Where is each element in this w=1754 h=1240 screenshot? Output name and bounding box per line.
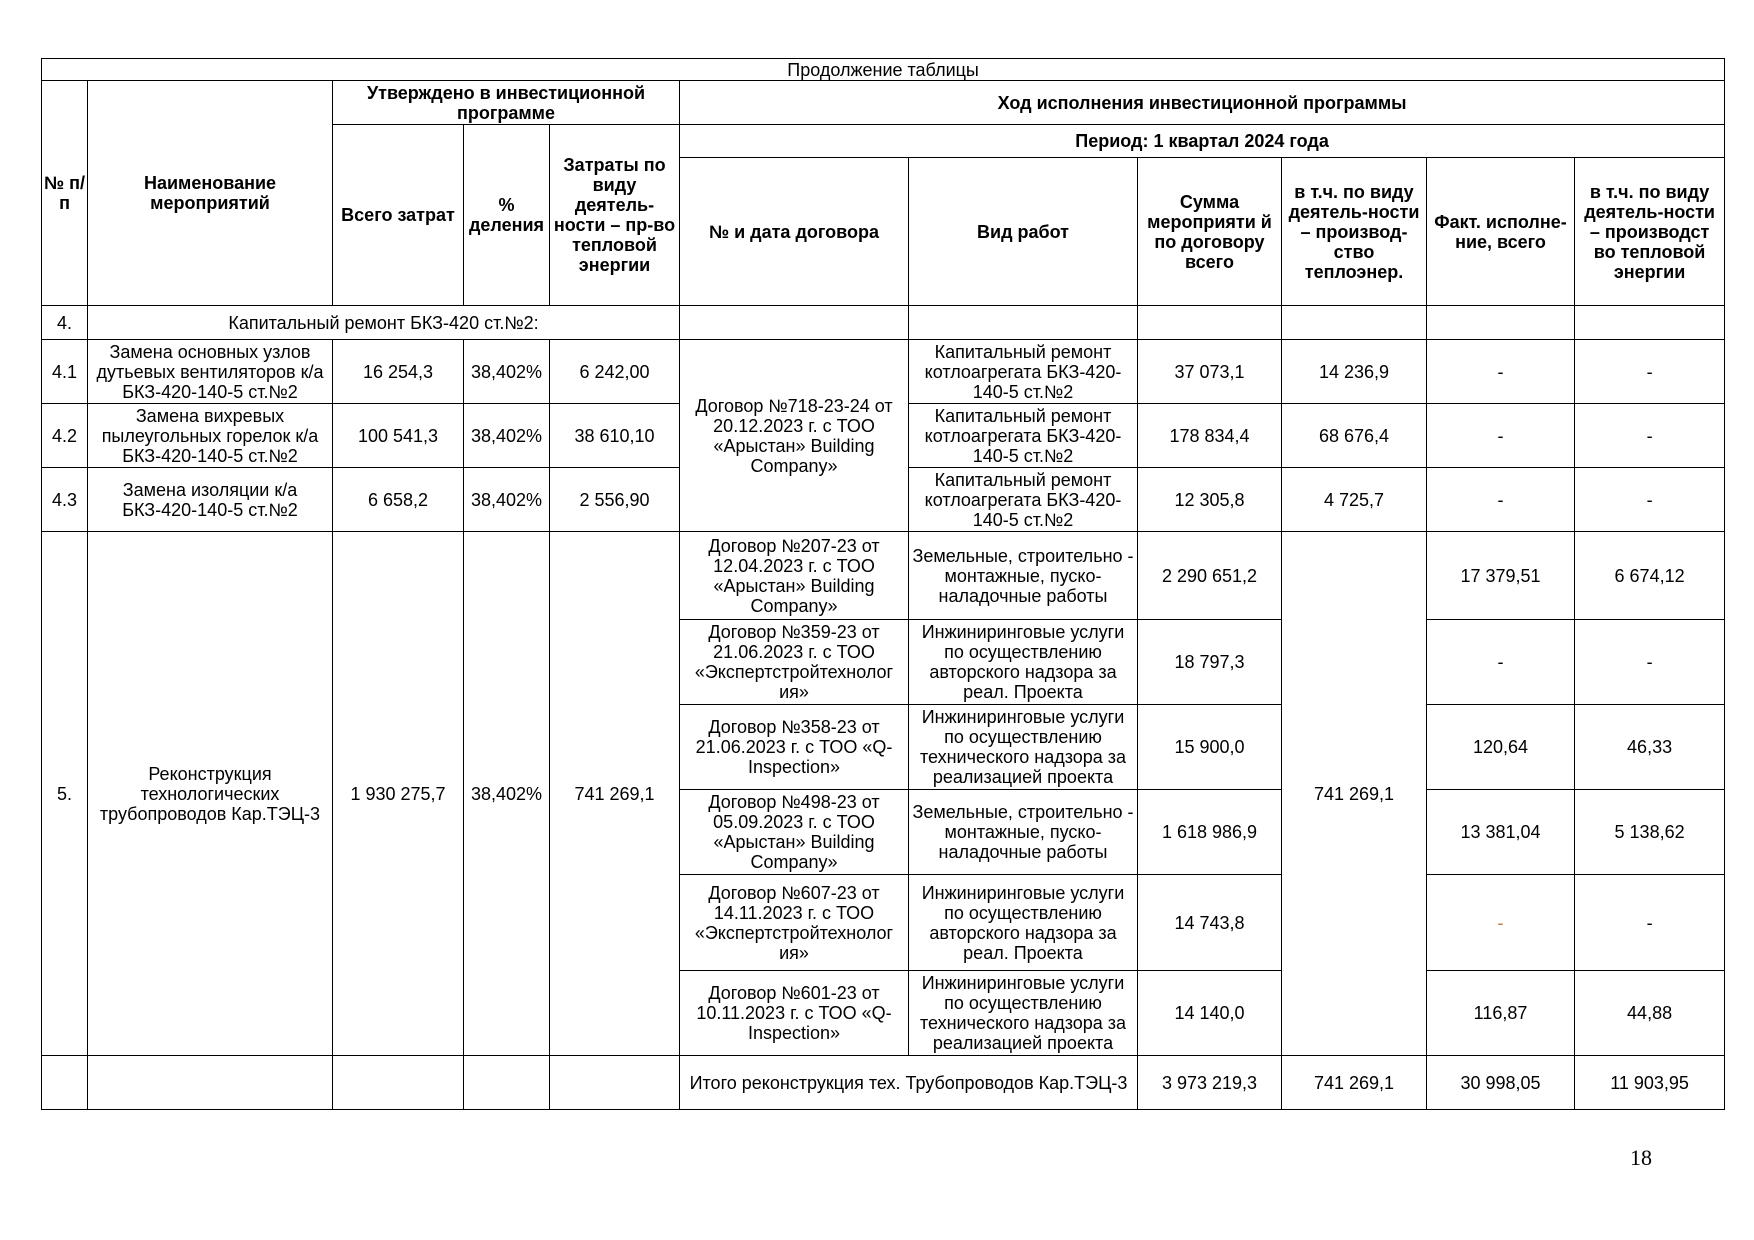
header-num: № п/п [42,81,88,306]
total-fact: 30 998,05 [1427,1056,1575,1110]
header-fact-total: Факт. исполне-ние, всего [1427,158,1575,306]
header-fact-heat: в т.ч. по виду деятель-ности – производст во тепловой энергии [1575,158,1725,306]
section5-name: Реконструкция технологических трубопроводов Кар.ТЭЦ-3 [88,532,333,1056]
header-approved-group: Утверждено в инвестиционной программе [333,81,680,125]
total-fact-heat: 11 903,95 [1575,1056,1725,1110]
table-row: 4.3 Замена изоляции к/а БКЗ-420-140-5 ст.№2 6 658,2 38,402% 2 556,90 Капитальный ремонт котлоагрегата БКЗ-420-140-5 ст.№2 12 305,8 4 725,7 - - [42,468,1725,532]
total-sum: 3 973 219,3 [1138,1056,1282,1110]
section5-pct: 38,402% [464,532,550,1056]
table-row: Договор №358-23 от 21.06.2023 г. с ТОО «Q-Inspection» Инжиниринговые услуги по осуществлению технического надзора за реализацией проекта 15 900,0 120,64 46,33 [42,705,1725,790]
header-contract: № и дата договора [680,158,909,306]
table-row: 4.1 Замена основных узлов дутьевых вентиляторов к/а БКЗ-420-140-5 ст.№2 16 254,3 38,402% 6 242,00 Договор №718-23-24 от 20.12.2023 г. с ТОО «Арыстан» Building Company» Капитальный ремонт котлоагрегата БКЗ-420-140-5 ст.№2 37 073,1 14 236,9 - - [42,340,1725,404]
section4-contract: Договор №718-23-24 от 20.12.2023 г. с ТОО «Арыстан» Building Company» [680,340,909,532]
total-sum-heat: 741 269,1 [1282,1056,1427,1110]
header-share-pct: % деления [464,125,550,306]
section5-heat: 741 269,1 [550,532,680,1056]
table-row: Договор №359-23 от 21.06.2023 г. с ТОО «Экспертстройтехнолог ия» Инжиниринговые услуги по осуществлению авторского надзора за реал. Проекта 18 797,3 - - [42,620,1725,705]
header-cost-heat: Затраты по виду деятель-ности – пр-во тепловой энергии [550,125,680,306]
table-row: 4.2 Замена вихревых пылеугольных горелок к/а БКЗ-420-140-5 ст.№2 100 541,3 38,402% 38 610,10 Капитальный ремонт котлоагрегата БКЗ-420-140-5 ст.№2 178 834,4 68 676,4 - - [42,404,1725,468]
total-row [42,1056,1725,1110]
table-row: Договор №601-23 от 10.11.2023 г. с ТОО «Q-Inspection» Инжиниринговые услуги по осуществлению технического надзора за реализацией проекта 14 140,0 116,87 44,88 [42,971,1725,1056]
table-caption: Продолжение таблицы [42,59,1725,81]
section5-sum-heat: 741 269,1 [1282,532,1427,1056]
investment-program-table [41,58,1725,1110]
header-contract-sum: Сумма мероприяти й по договору всего [1138,158,1282,306]
section4-num: 4. [42,306,88,340]
section4-title: Капитальный ремонт БКЗ-420 ст.№2: [88,306,680,340]
section5-num: 5. [42,532,88,1056]
header-period: Период: 1 квартал 2024 года [680,125,1725,158]
page-number: 18 [1630,1145,1652,1170]
table-row: Договор №607-23 от 14.11.2023 г. с ТОО «Экспертстройтехнолог ия» Инжиниринговые услуги по осуществлению авторского надзора за реал. Проекта 14 743,8 - - [42,875,1725,971]
total-label: Итого реконструкция тех. Трубопроводов Кар.ТЭЦ-3 [680,1056,1138,1110]
header-contract-heat: в т.ч. по виду деятель-ности – производ-ство теплоэнер. [1282,158,1427,306]
header-name: Наименование мероприятий [88,81,333,306]
section5-total: 1 930 275,7 [333,532,464,1056]
header-total-cost: Всего затрат [333,125,464,306]
header-execution-group: Ход исполнения инвестиционной программы [680,81,1725,125]
header-work-type: Вид работ [909,158,1138,306]
table-row: Договор №498-23 от 05.09.2023 г. с ТОО «Арыстан» Building Company» Земельные, строительно - монтажные, пуско-наладочные работы 1 618 986,9 13 381,04 5 138,62 [42,790,1725,875]
table-row: 5. Реконструкция технологических трубопроводов Кар.ТЭЦ-3 1 930 275,7 38,402% 741 269,1 Договор №207-23 от 12.04.2023 г. с ТОО «Арыстан» Building Company» Земельные, строительно - монтажные, пуско-наладочные работы 2 290 651,2 741 269,1 17 379,51 6 674,12 [42,532,1725,620]
